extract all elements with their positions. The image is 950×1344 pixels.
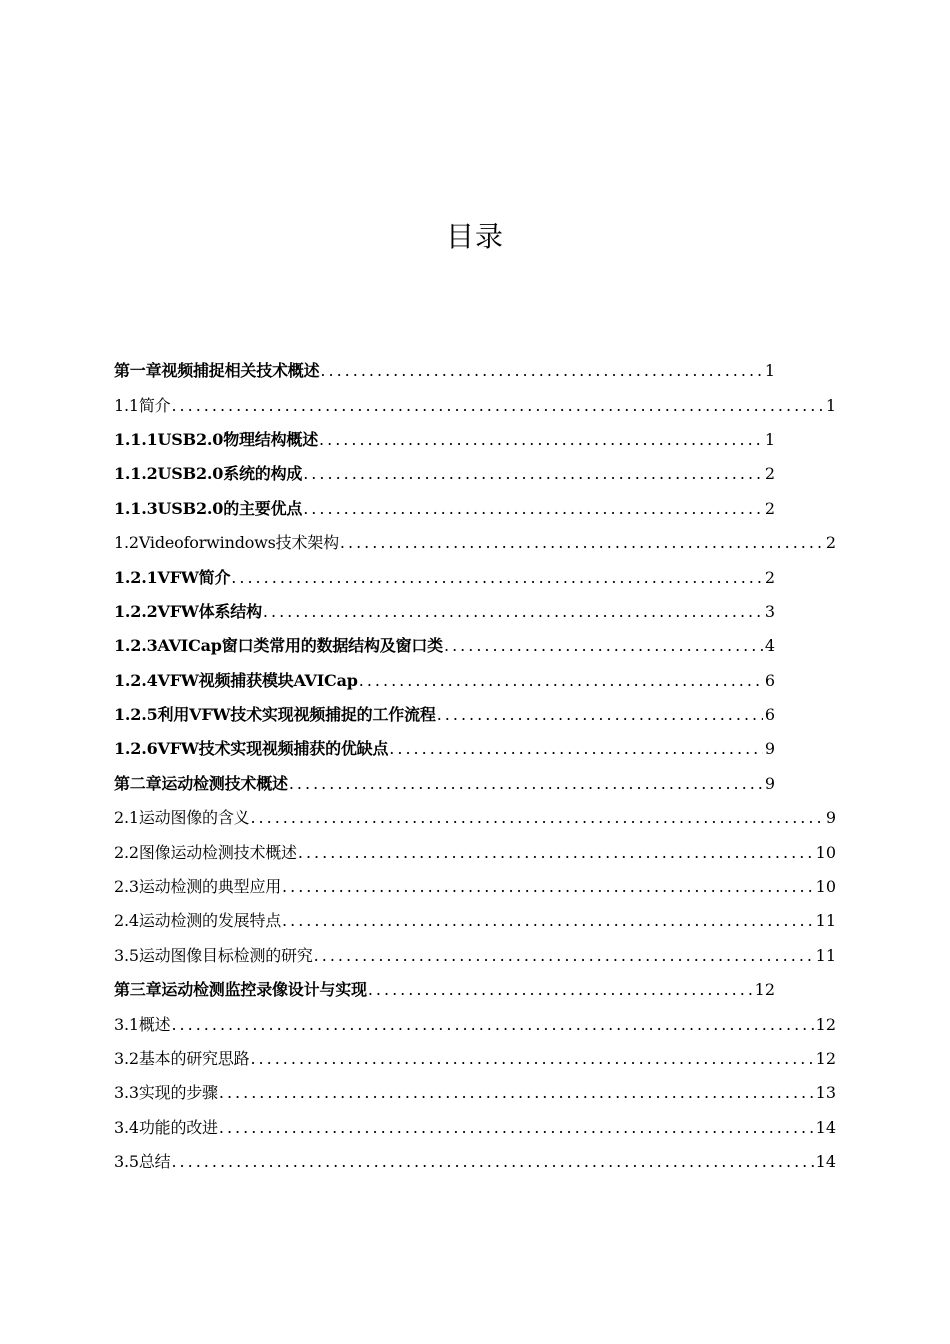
toc-leader-dots — [340, 533, 824, 553]
toc-page-number: 12 — [815, 1049, 836, 1068]
toc-leader-dots — [250, 1049, 813, 1069]
toc-page-number: 11 — [815, 945, 836, 965]
toc-entry-title: 第二章运动检测技术概述 — [114, 773, 288, 793]
toc-page-number: 10 — [815, 842, 836, 862]
toc-entry — [114, 560, 775, 594]
toc-page-number: 12 — [815, 1014, 836, 1034]
toc-entry — [114, 1076, 836, 1110]
toc-page-number: 1 — [764, 429, 775, 449]
toc-entry-title: 3.5运动图像目标检测的研究 — [114, 945, 313, 965]
toc-entry — [114, 354, 775, 388]
toc-leader-dots — [319, 430, 763, 450]
toc-entry-title: 1.1.2USB2.0系统的构成 — [114, 464, 303, 484]
toc-leader-dots — [303, 464, 763, 484]
toc-entry — [114, 664, 775, 698]
toc-page-number: 9 — [764, 739, 775, 759]
toc-page-number: 9 — [825, 808, 836, 828]
toc-page-number: 2 — [825, 533, 836, 553]
toc-entry-title: 1.2.5利用VFW技术实现视频捕捉的工作流程 — [114, 705, 436, 725]
toc-leader-dots — [171, 396, 823, 416]
toc-entry-title: 3.3实现的步骤 — [114, 1083, 218, 1103]
toc-entry-title: 1.2.1VFW简介 — [114, 567, 231, 587]
toc-page-number: 3 — [764, 601, 775, 621]
toc-leader-dots — [314, 946, 814, 966]
toc-entry-title: 3.5总结 — [114, 1152, 171, 1172]
toc-entry — [114, 939, 836, 973]
page-title: 目录 — [445, 220, 504, 253]
toc-page-number: 2 — [764, 567, 775, 587]
toc-leader-dots — [437, 705, 763, 725]
toc-entry-title: 1.2Videoforwindows技术架构 — [114, 533, 339, 553]
toc-entry-title: 第三章运动检测监控录像设计与实现 — [114, 980, 367, 1000]
toc-page-number: 1 — [825, 395, 836, 415]
toc-leader-dots — [389, 739, 763, 759]
toc-entry-title: 1.2.2VFW体系结构 — [114, 601, 262, 621]
toc-page-number: 14 — [815, 1152, 836, 1172]
toc-leader-dots — [303, 499, 763, 519]
toc-entry-title: 3.4功能的改进 — [114, 1117, 218, 1137]
toc-entry — [114, 698, 775, 732]
toc-entry — [114, 870, 836, 904]
toc-entry — [114, 595, 775, 629]
toc-leader-dots — [289, 774, 763, 794]
toc-entry-title: 1.1.1USB2.0物理结构概述 — [114, 429, 319, 449]
toc-entry — [114, 801, 836, 835]
toc-entry — [114, 457, 775, 491]
toc-leader-dots — [368, 980, 753, 1000]
toc-entry-title: 2.2图像运动检测技术概述 — [114, 842, 297, 862]
toc-entry — [114, 904, 836, 938]
toc-leader-dots — [231, 568, 763, 588]
toc-entry — [114, 1042, 836, 1076]
toc-entry-title: 1.2.6VFW技术实现视频捕获的优缺点 — [114, 739, 389, 759]
toc-entry-title: 3.1概述 — [114, 1014, 171, 1034]
toc-entry — [114, 423, 775, 457]
toc-page-number: 13 — [815, 1083, 836, 1103]
toc-page-number: 2 — [764, 464, 775, 484]
toc-leader-dots — [219, 1118, 814, 1138]
toc-leader-dots — [320, 361, 762, 381]
toc-entry — [114, 492, 775, 526]
toc-page-number: 4 — [764, 636, 775, 656]
table-of-contents — [114, 354, 836, 1179]
toc-page-number: 2 — [764, 498, 775, 518]
toc-page-number: 11 — [815, 911, 836, 931]
toc-entry-title: 1.2.3AVICap窗口类常用的数据结构及窗口类 — [114, 636, 443, 656]
toc-page-number: 1 — [764, 361, 775, 381]
toc-page-number: 10 — [815, 877, 836, 897]
toc-leader-dots — [171, 1015, 813, 1035]
toc-entry-title: 3.2基本的研究思路 — [114, 1049, 250, 1068]
toc-leader-dots — [444, 636, 763, 656]
toc-entry-title: 1.1简介 — [114, 395, 171, 415]
toc-entry-title: 1.2.4VFW视频捕获模块AVICap — [114, 670, 358, 690]
toc-entry-title: 2.4运动检测的发展特点 — [114, 911, 282, 931]
toc-page-number: 12 — [754, 980, 775, 1000]
toc-leader-dots — [298, 843, 814, 863]
toc-leader-dots — [219, 1083, 814, 1103]
toc-leader-dots — [282, 911, 814, 931]
toc-entry-title: 2.1运动图像的含义 — [114, 808, 250, 828]
toc-entry — [114, 1145, 836, 1179]
toc-entry — [114, 835, 836, 869]
toc-entry — [114, 526, 836, 560]
toc-entry-title: 2.3运动检测的典型应用 — [114, 877, 282, 897]
toc-entry-title: 第一章视频捕捉相关技术概述 — [114, 361, 320, 381]
toc-entry — [114, 732, 775, 766]
toc-leader-dots — [282, 877, 814, 897]
toc-entry — [114, 767, 775, 801]
toc-entry — [114, 1111, 836, 1145]
toc-entry — [114, 629, 775, 663]
toc-entry — [114, 388, 836, 422]
toc-entry — [114, 1007, 836, 1041]
toc-page-number: 14 — [815, 1117, 836, 1137]
toc-page-number: 6 — [764, 670, 775, 690]
toc-entry — [114, 973, 775, 1007]
toc-page-number: 6 — [764, 705, 775, 725]
toc-leader-dots — [171, 1152, 813, 1172]
toc-leader-dots — [263, 602, 763, 622]
toc-leader-dots — [359, 671, 763, 691]
toc-page-number: 9 — [764, 773, 775, 793]
toc-leader-dots — [250, 808, 823, 828]
toc-entry-title: 1.1.3USB2.0的主要优点 — [114, 498, 303, 518]
